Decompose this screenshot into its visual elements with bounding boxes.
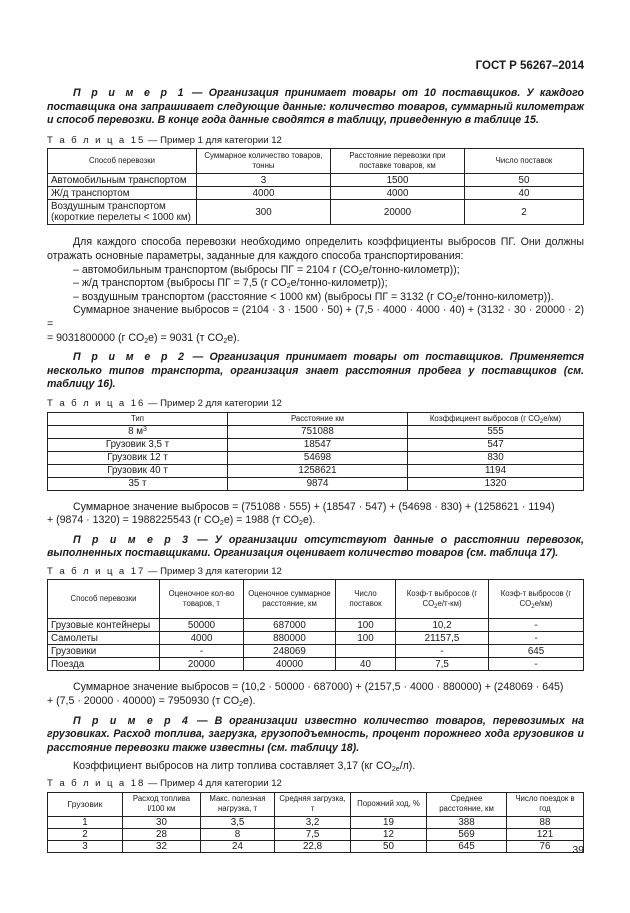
cell-line: (короткие перелеты < 1000 км)	[51, 212, 191, 224]
table-cell	[48, 425, 228, 438]
text-part: + (7,5 · 20000 · 40000) = 7950930 (т CO	[47, 695, 240, 708]
t17-header-cell	[396, 580, 489, 619]
t18-header-cell: Макс. полезная нагрузка, т	[201, 792, 275, 816]
table-row	[48, 187, 584, 200]
table-cell: Грузовик 12 т	[48, 451, 228, 464]
table-cell: 19	[351, 816, 427, 828]
transport-intro: Для каждого способа перевозки необходимо определить коэффициенты выбросов ПГ. Они должны отражать основные параметры, заданные для каждого способа транспортирования:	[47, 236, 584, 262]
text-part: е/т-км)	[437, 599, 462, 609]
table-16-caption	[47, 397, 584, 411]
text-part: е/тонно-километр)).	[456, 290, 554, 303]
text-part: = 9031800000 (г CO	[47, 331, 145, 344]
table-cell: 40	[465, 187, 584, 200]
t18-header-cell: Средняя загрузка, т	[275, 792, 351, 816]
table-cell: 32	[123, 840, 201, 852]
table-cell: 1500	[331, 174, 465, 187]
table-cell: 3	[48, 840, 123, 852]
text-part: 8 м	[128, 426, 143, 437]
table-cell: 1320	[408, 477, 584, 490]
table-cell: 7,5	[396, 658, 489, 671]
example-2	[47, 351, 584, 392]
example-2-label: П р и м е р 2	[73, 351, 187, 364]
table-row	[48, 477, 584, 490]
table-18	[47, 792, 584, 853]
table-cell: 54698	[228, 451, 408, 464]
table-16	[47, 412, 584, 491]
subscript: 2	[286, 283, 291, 291]
table-cell: 50	[465, 174, 584, 187]
example-3-label: П р и м е р 3	[73, 533, 191, 546]
table-row	[48, 658, 584, 671]
transport-item-road	[47, 264, 584, 278]
t17-header-cell: Число поставок	[336, 580, 396, 619]
table-cell: Грузовик 40 т	[48, 464, 228, 477]
table-cell: 645	[427, 840, 507, 852]
table-15-caption-text: — Пример 1 для категории 12	[145, 134, 282, 146]
subscript: 2	[452, 296, 457, 304]
text-part: Коэф-т выбросов (г CO	[500, 589, 572, 609]
table-row	[48, 816, 584, 828]
table-cell: Грузовики	[48, 645, 160, 658]
text-part: е) = 9031 (т CO	[148, 331, 224, 344]
table-cell: 645	[489, 645, 584, 658]
table-cell: 100	[336, 619, 396, 632]
example-1-text: — Организация принимает товары от 10 поставщиков. У каждого поставщика она запрашивает следующие данные: количество товаров, суммарный километраж и способ перевозки. В конце года данные сводятся в таблицу, приведенную в таблице 15.	[47, 87, 584, 127]
sum-formula-1: Суммарное значение выбросов = (2104 · 3 · 1500 · 50) + (7,5 · 4000 · 4000 · 40) + (3132 · 30 · 20000 · 2) =	[47, 304, 584, 330]
table-cell: 50000	[160, 619, 244, 632]
table-row	[48, 840, 584, 852]
text-part: + (9874 · 1320) = 1988225543 (г CO	[47, 514, 220, 527]
t15-header-cell: Суммарное количество товаров, тонны	[197, 149, 331, 174]
text-part: Коэффициент выбросов (г CO	[429, 413, 540, 423]
table-cell: Поезда	[48, 658, 160, 671]
t18-header-cell: Порожний ход, %	[351, 792, 427, 816]
page-number: 39	[572, 844, 584, 856]
subscript: 2	[219, 520, 224, 528]
table-row	[48, 200, 584, 225]
text-part: е/тонно-километр));	[290, 277, 388, 290]
table-cell	[48, 200, 197, 225]
table-cell: 4000	[197, 187, 331, 200]
text-part: е).	[227, 331, 240, 344]
table-cell: 7,5	[275, 828, 351, 840]
subscript: 2	[239, 701, 244, 709]
table-cell: 50	[351, 840, 427, 852]
table-17-caption-text: — Пример 3 для категории 12	[145, 565, 282, 577]
table-cell: 1258621	[228, 464, 408, 477]
table-16-caption-label: Т а б л и ц а 16	[47, 397, 146, 409]
text-part: Коэффициент выбросов на литр топлива составляет 3,17 (кг CO	[73, 760, 392, 773]
t17-header-cell	[489, 580, 584, 619]
text-part: е).	[243, 695, 256, 708]
subscript: 2	[144, 337, 149, 345]
table-cell: Грузовик 3,5 т	[48, 438, 228, 451]
t15-header-cell: Расстояние перевозки при поставке товаров, км	[331, 149, 465, 174]
table-cell: 830	[408, 451, 584, 464]
table-cell: 3,2	[275, 816, 351, 828]
table-cell: 3,5	[201, 816, 275, 828]
table-cell: 40	[336, 658, 396, 671]
table-row	[48, 451, 584, 464]
t18-header-cell: Среднее расстояние, км	[427, 792, 507, 816]
text-part: е) = 1988 (т CO	[223, 514, 300, 527]
table-cell: 88	[507, 816, 584, 828]
table-cell: 10,2	[396, 619, 489, 632]
text-part: – воздушным транспортом (расстояние < 1000 км) (выбросы ПГ = 3132 (г CO	[73, 290, 453, 303]
table-cell: 569	[427, 828, 507, 840]
sum-formula-3-result	[47, 695, 584, 709]
t17-header-cell: Способ перевозки	[48, 580, 160, 619]
example-4-label: П р и м е р 4	[73, 714, 191, 727]
table-cell: 555	[408, 425, 584, 438]
table-cell: 76	[507, 840, 584, 852]
table-row	[48, 645, 584, 658]
table-cell: 20000	[331, 200, 465, 225]
t16-header-cell: Расстояние км	[228, 412, 408, 425]
subscript: 2	[434, 604, 438, 611]
table-row	[48, 174, 584, 187]
table-cell: 2	[465, 200, 584, 225]
table-15	[47, 148, 584, 225]
t15-header-cell: Способ перевозки	[48, 149, 197, 174]
table-cell: -	[489, 658, 584, 671]
table-cell: 1194	[408, 464, 584, 477]
table-cell: 100	[336, 632, 396, 645]
table-cell: 121	[507, 828, 584, 840]
subscript: 2	[299, 520, 303, 528]
subscript: 2	[539, 418, 544, 425]
table-cell: -	[396, 645, 489, 658]
table-cell: 28	[123, 828, 201, 840]
text-part: Коэф-т выбросов (г CO	[406, 589, 478, 609]
t17-header-cell: Оценочное суммарное расстояние, км	[244, 580, 336, 619]
table-cell: 300	[197, 200, 331, 225]
subscript: 2	[531, 604, 535, 611]
text-part: е/тонно-километр));	[362, 263, 460, 276]
table-cell: 24	[201, 840, 275, 852]
table-row	[48, 438, 584, 451]
superscript: 3	[143, 426, 147, 433]
table-cell: 35 т	[48, 477, 228, 490]
example-2-text: — Организация принимает товары от поставщиков. Применяется несколько типов транспорта, организация знает расстояния пробега у поставщиков (см. таблицу 16).	[47, 351, 584, 391]
table-row	[48, 619, 584, 632]
table-cell: 30	[123, 816, 201, 828]
table-row	[48, 464, 584, 477]
table-15-caption-label: Т а б л и ц а 15	[47, 134, 146, 146]
sum-formula-2: Суммарное значение выбросов = (751088 · 555) + (18547 · 547) + (54698 · 830) + (1258621 · 1194)	[73, 500, 555, 513]
table-cell: 4000	[160, 632, 244, 645]
text-part: е).	[302, 514, 316, 527]
text-part: /л).	[399, 760, 416, 773]
table-cell	[336, 645, 396, 658]
table-cell: 4000	[331, 187, 465, 200]
table-cell: 9874	[228, 477, 408, 490]
cell-line: Воздушным транспортом	[51, 201, 166, 213]
table-cell: 22,8	[275, 840, 351, 852]
table-cell: Грузовые контейнеры	[48, 619, 160, 632]
table-cell: 880000	[244, 632, 336, 645]
t16-header-cell: Тип	[48, 412, 228, 425]
subscript: 2	[223, 337, 228, 345]
sum-formula-3: Суммарное значение выбросов = (10,2 · 50000 · 687000) + (2157,5 · 4000 · 880000) + (248069 · 645)	[73, 681, 564, 694]
fuel-emission-factor	[47, 760, 584, 774]
text-part: – ж/д транспортом (выбросы ПГ = 7,5 (г CO	[73, 277, 287, 290]
table-cell: 18547	[228, 438, 408, 451]
table-cell: 12	[351, 828, 427, 840]
table-cell: 8	[201, 828, 275, 840]
example-3	[47, 534, 584, 561]
subscript: 2	[358, 269, 363, 277]
t16-header-cell	[408, 412, 584, 425]
table-17-caption	[47, 565, 584, 579]
sum-formula-2-result	[47, 514, 584, 528]
table-cell: 687000	[244, 619, 336, 632]
table-cell: 248069	[244, 645, 336, 658]
example-1	[47, 87, 584, 128]
table-cell: Ж/д транспортом	[48, 187, 197, 200]
table-cell: 40000	[244, 658, 336, 671]
table-cell: Самолеты	[48, 632, 160, 645]
table-cell: Автомобильным транспортом	[48, 174, 197, 187]
table-row	[48, 828, 584, 840]
table-17	[47, 579, 584, 671]
table-row	[48, 632, 584, 645]
table-cell: 2	[48, 828, 123, 840]
page-content	[47, 87, 584, 853]
t18-header-cell: Число поездок в год	[507, 792, 584, 816]
subscript: 2е	[391, 766, 400, 774]
table-cell: 20000	[160, 658, 244, 671]
example-1-label: П р и м е р 1	[73, 87, 186, 99]
table-cell: 388	[427, 816, 507, 828]
example-4	[47, 715, 584, 756]
table-cell: 547	[408, 438, 584, 451]
table-cell: -	[489, 632, 584, 645]
table-cell: -	[160, 645, 244, 658]
example-3-text: — У организации отсутствуют данные о расстоянии перевозок, выполненных поставщиками. Организация оценивает количество товаров (см. таблица 17).	[47, 533, 584, 560]
table-cell: 1	[48, 816, 123, 828]
text-part: е/км)	[534, 599, 553, 609]
t18-header-cell: Грузовик	[48, 792, 123, 816]
transport-item-air	[47, 291, 584, 305]
table-15-caption	[47, 134, 584, 148]
table-18-caption-label: Т а б л и ц а 18	[47, 778, 146, 790]
table-cell: -	[489, 619, 584, 632]
table-16-caption-text: — Пример 2 для категории 12	[145, 397, 282, 409]
table-cell: 751088	[228, 425, 408, 438]
sum-formula-1-result	[47, 332, 584, 346]
t15-header-cell: Число поставок	[465, 149, 584, 174]
standard-header: ГОСТ Р 56267–2014	[475, 60, 584, 72]
transport-item-rail	[47, 277, 584, 291]
table-17-caption-label: Т а б л и ц а 17	[47, 565, 146, 577]
t18-header-cell: Расход топлива l/100 км	[123, 792, 201, 816]
t17-header-cell: Оценочное кол-во товаров, т	[160, 580, 244, 619]
example-4-text: — В организации известно количество товаров, перевозимых на грузовиках. Расход топлива, загрузка, грузоподъемность, процент порожнего хода грузовиков и расстояние перевозки также известны (см. таблицу 18).	[47, 714, 584, 754]
text-part: – автомобильным транспортом (выбросы ПГ = 2104 г (CO	[73, 263, 359, 276]
table-18-caption	[47, 777, 584, 791]
table-cell: 21157,5	[396, 632, 489, 645]
text-part: е/км)	[543, 413, 562, 423]
table-row	[48, 425, 584, 438]
table-cell: 3	[197, 174, 331, 187]
table-18-caption-text: — Пример 4 для категории 12	[145, 778, 282, 790]
